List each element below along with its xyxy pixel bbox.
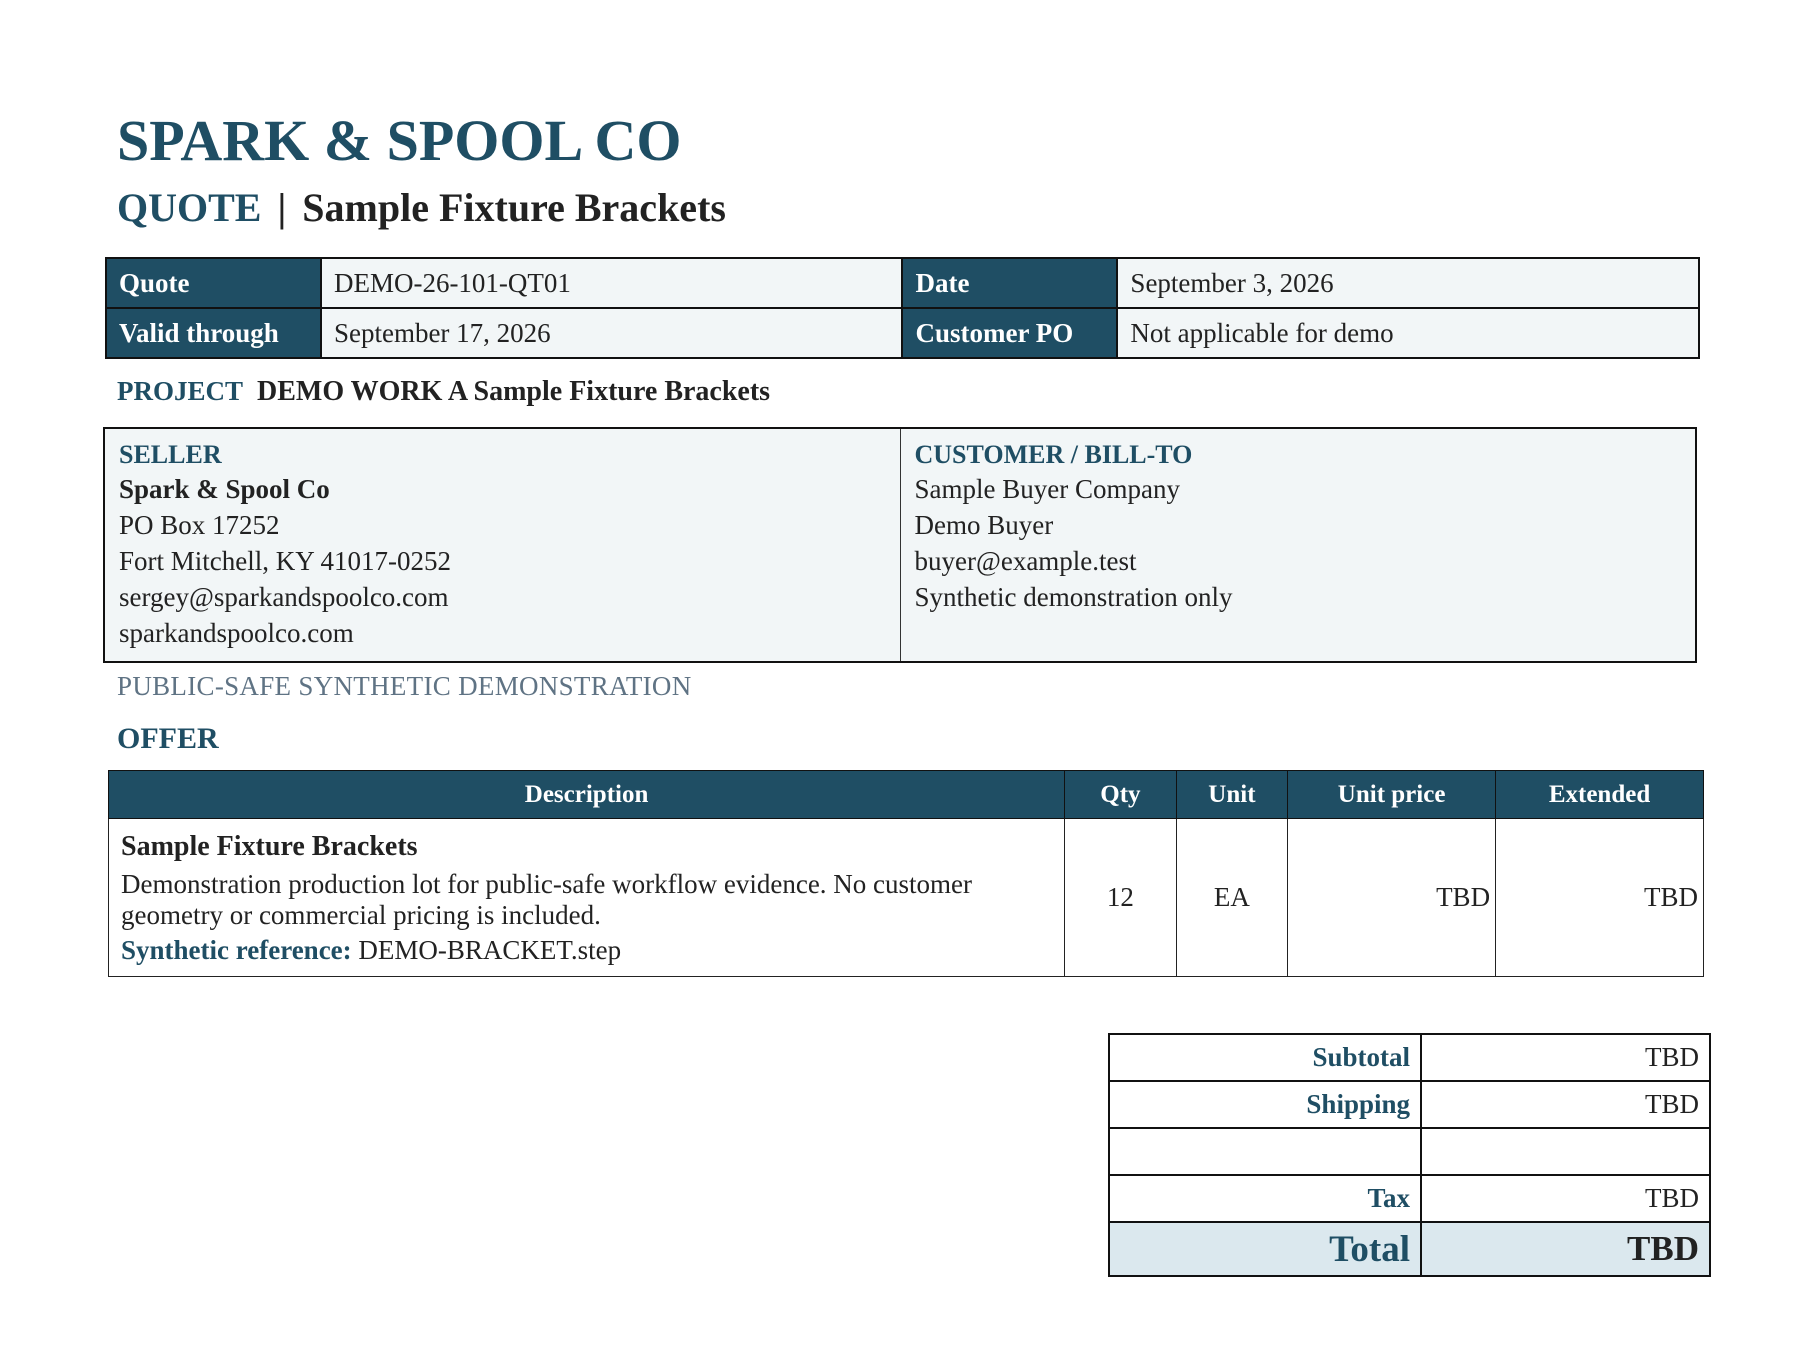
quote-number-label: Quote bbox=[106, 258, 321, 308]
item-unit-price: TBD bbox=[1288, 819, 1496, 977]
offer-header-row bbox=[109, 771, 1704, 819]
date-value: September 3, 2026 bbox=[1117, 258, 1699, 308]
seller-website: sparkandspoolco.com bbox=[119, 618, 354, 648]
column-header-unit: Unit bbox=[1176, 771, 1287, 819]
project-label: PROJECT bbox=[117, 376, 244, 406]
item-reference-label: Synthetic reference: bbox=[121, 935, 352, 965]
column-header-description: Description bbox=[109, 771, 1065, 819]
subtotal-label: Subtotal bbox=[1109, 1034, 1421, 1081]
customer-company: Sample Buyer Company bbox=[914, 474, 1180, 504]
valid-through-value: September 17, 2026 bbox=[321, 308, 903, 358]
quote-meta-table bbox=[105, 257, 1700, 359]
demo-notice: PUBLIC-SAFE SYNTHETIC DEMONSTRATION bbox=[117, 671, 692, 701]
item-unit: EA bbox=[1176, 819, 1287, 977]
customer-contact: Demo Buyer bbox=[914, 510, 1054, 540]
item-description: Demonstration production lot for public-safe workflow evidence. No customer geometry or commercial pricing is included. bbox=[121, 869, 973, 930]
table-row bbox=[109, 819, 1704, 977]
date-label: Date bbox=[902, 258, 1117, 308]
quote-number-value: DEMO-26-101-QT01 bbox=[321, 258, 903, 308]
customer-po-label: Customer PO bbox=[902, 308, 1117, 358]
item-name: Sample Fixture Brackets bbox=[121, 831, 418, 862]
customer-note: Synthetic demonstration only bbox=[914, 582, 1233, 612]
blank-value bbox=[1421, 1128, 1710, 1175]
meta-row bbox=[106, 308, 1699, 358]
column-header-extended: Extended bbox=[1496, 771, 1704, 819]
tax-value: TBD bbox=[1421, 1175, 1710, 1222]
offer-table bbox=[108, 770, 1704, 977]
document-name: Sample Fixture Brackets bbox=[302, 185, 726, 230]
tax-label: Tax bbox=[1109, 1175, 1421, 1222]
seller-address-line: PO Box 17252 bbox=[119, 510, 280, 540]
seller-email: sergey@sparkandspoolco.com bbox=[119, 582, 449, 612]
offer-heading: OFFER bbox=[117, 722, 219, 755]
valid-through-label: Valid through bbox=[106, 308, 321, 358]
customer-heading: CUSTOMER / BILL-TO bbox=[914, 440, 1193, 469]
customer-block bbox=[900, 429, 1696, 661]
blank-label bbox=[1109, 1128, 1421, 1175]
document-title bbox=[117, 185, 726, 230]
item-qty: 12 bbox=[1065, 819, 1176, 977]
totals-table bbox=[1108, 1033, 1711, 1277]
title-separator: | bbox=[277, 185, 287, 230]
subtotal-row bbox=[1109, 1034, 1710, 1081]
customer-po-value: Not applicable for demo bbox=[1117, 308, 1699, 358]
total-label: Total bbox=[1109, 1222, 1421, 1276]
total-row bbox=[1109, 1222, 1710, 1276]
meta-row bbox=[106, 258, 1699, 308]
blank-row bbox=[1109, 1128, 1710, 1175]
document-type: QUOTE bbox=[117, 185, 262, 230]
project-name: DEMO WORK A Sample Fixture Brackets bbox=[257, 376, 771, 407]
item-reference-value: DEMO-BRACKET.step bbox=[358, 935, 622, 965]
shipping-value: TBD bbox=[1421, 1081, 1710, 1128]
shipping-label: Shipping bbox=[1109, 1081, 1421, 1128]
customer-email: buyer@example.test bbox=[914, 546, 1137, 576]
seller-city-line: Fort Mitchell, KY 41017-0252 bbox=[119, 546, 451, 576]
parties-box bbox=[103, 427, 1697, 663]
column-header-qty: Qty bbox=[1065, 771, 1176, 819]
item-description-cell bbox=[109, 819, 1065, 977]
tax-row bbox=[1109, 1175, 1710, 1222]
total-value: TBD bbox=[1421, 1222, 1710, 1276]
seller-company: Spark & Spool Co bbox=[119, 474, 330, 504]
seller-block bbox=[105, 429, 900, 661]
company-name: SPARK & SPOOL CO bbox=[117, 108, 682, 173]
item-reference bbox=[121, 935, 1052, 966]
subtotal-value: TBD bbox=[1421, 1034, 1710, 1081]
item-extended: TBD bbox=[1496, 819, 1704, 977]
project-line bbox=[117, 376, 770, 408]
seller-heading: SELLER bbox=[119, 440, 222, 469]
column-header-unit-price: Unit price bbox=[1288, 771, 1496, 819]
shipping-row bbox=[1109, 1081, 1710, 1128]
